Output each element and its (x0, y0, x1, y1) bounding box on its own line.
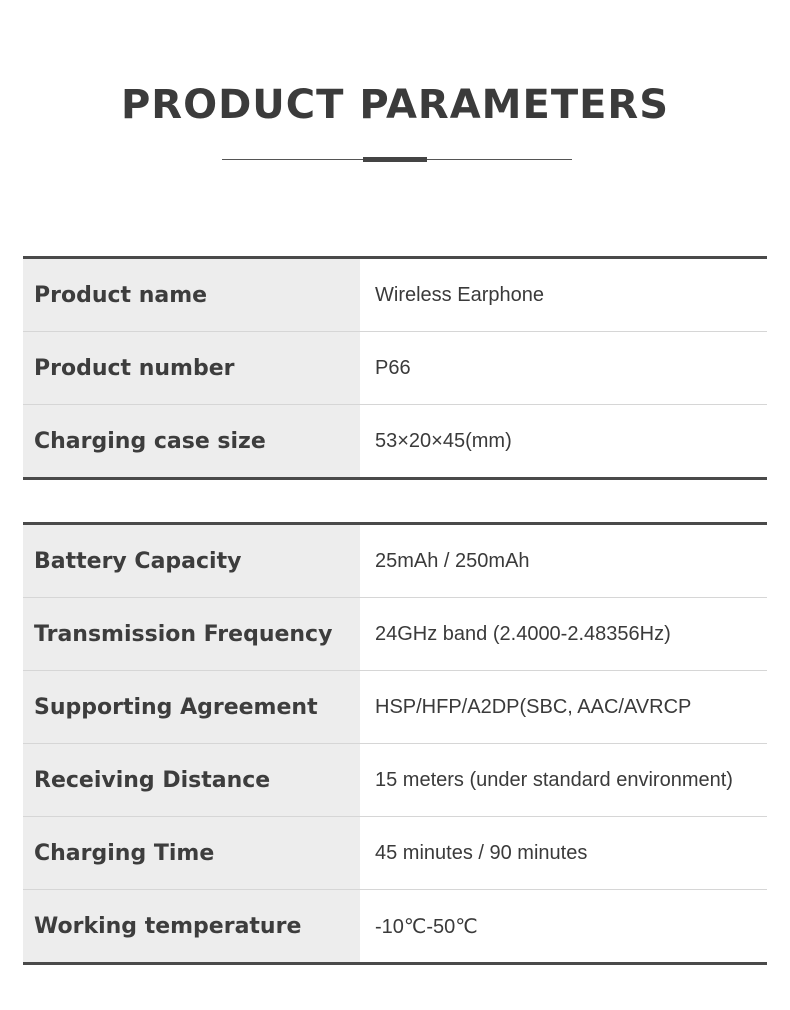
param-value: 45 minutes / 90 minutes (375, 841, 588, 864)
table-row (23, 332, 767, 405)
param-label: Battery Capacity (23, 525, 360, 597)
param-label: Charging Time (23, 817, 360, 889)
param-label: Receiving Distance (23, 744, 360, 816)
table-row (23, 671, 767, 744)
table-row (23, 890, 767, 962)
param-value: 25mAh / 250mAh (375, 549, 530, 572)
param-value: 15 meters (under standard environment) (375, 768, 733, 791)
basic-info-table (23, 256, 767, 480)
table-row (23, 259, 767, 332)
page-title: PRODUCT PARAMETERS (120, 82, 670, 128)
table-row (23, 405, 767, 477)
param-value: 53×20×45(mm) (375, 429, 512, 452)
param-value: Wireless Earphone (375, 283, 544, 306)
param-value: HSP/HFP/A2DP(SBC, AAC/AVRCP (375, 695, 692, 718)
param-value: 24GHz band (2.4000-2.48356Hz) (375, 622, 671, 645)
table-row (23, 817, 767, 890)
param-label: Working temperature (23, 890, 360, 962)
param-label: Product name (23, 259, 360, 331)
param-label: Charging case size (23, 405, 360, 477)
table-row (23, 525, 767, 598)
technical-specs-table (23, 522, 767, 965)
param-label: Product number (23, 332, 360, 404)
param-label: Transmission Frequency (23, 598, 360, 670)
param-label: Supporting Agreement (23, 671, 360, 743)
param-value: -10℃-50℃ (375, 915, 478, 938)
table-row (23, 598, 767, 671)
title-divider-accent (363, 157, 427, 162)
table-row (23, 744, 767, 817)
param-value: P66 (375, 356, 411, 379)
